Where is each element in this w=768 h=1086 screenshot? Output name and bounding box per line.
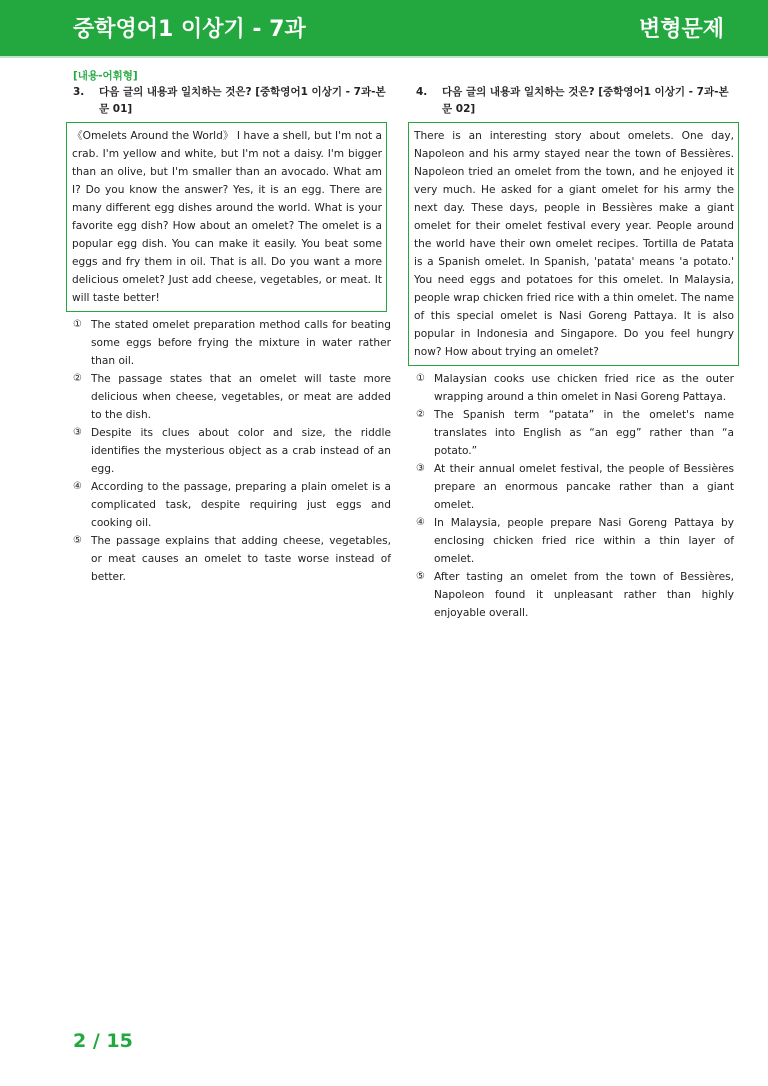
question-header xyxy=(416,84,734,118)
option-4[interactable] xyxy=(73,478,391,532)
passage-box: There is an interesting story about omelets. One day, Napoleon and his army stayed near the town of Bessières. Napoleon tried an omelet from the town, and he enjoyed it very much. He asked for a giant omelet for his army the next day. These days, people in Bessières make a giant omelet for their omelet festival every year. People around the world have their own omelet recipes. Tortilla de Patata is a Spanish omelet. In Spanish, 'patata' means 'a potato.' You need eggs and potatoes for this omelet. In Malaysia, people wrap chicken fried rice with a thin omelet. The name of this special omelet is Nasi Goreng Pattaya. It is also popular in Indonesia and Singapore. Do you feel hungry now? How about trying an omelet? xyxy=(408,122,739,366)
option-text: The passage explains that adding cheese, vegetables, or meat causes an omelet to taste worse instead of better. xyxy=(91,535,391,583)
option-text: Despite its clues about color and size, the riddle identifies the mysterious object as a crab instead of an egg. xyxy=(91,427,391,475)
option-marker: ⑤ xyxy=(416,571,425,582)
question-prompt: 다음 글의 내용과 일치하는 것은? [중학영어1 이상기 - 7과-본문 02] xyxy=(442,86,729,115)
option-text: After tasting an omelet from the town of Bessières, Napoleon found it unpleasant rather than highly enjoyable overall. xyxy=(434,571,734,619)
page-number: 2 / 15 xyxy=(73,1030,133,1052)
option-text: According to the passage, preparing a plain omelet is a complicated task, despite requiring just eggs and cooking oil. xyxy=(91,481,391,529)
options-list xyxy=(416,370,734,622)
option-marker: ② xyxy=(73,373,82,384)
option-4[interactable] xyxy=(416,514,734,568)
header-category: 변형문제 xyxy=(638,17,724,42)
question-number: 4. xyxy=(416,86,428,98)
option-marker: ④ xyxy=(416,517,425,528)
option-1[interactable] xyxy=(416,370,734,406)
section-tag: [내용-어휘형] xyxy=(73,70,138,82)
option-5[interactable] xyxy=(416,568,734,622)
option-marker: ⑤ xyxy=(73,535,82,546)
passage-box: 《Omelets Around the World》 I have a shell, but I'm not a crab. I'm yellow and white, but I'm not a daisy. I'm bigger than an olive, but I'm smaller than an avocado. What am I? Do you know the answer? Yes, it is an egg. There are many different egg dishes around the world. What is your favorite egg dish? How about an omelet? The omelet is a popular egg dish. You can make it easily. You beat some eggs and fry them in oil. That is all. Do you want a more delicious omelet? Just add cheese, vegetables, or meat. It will taste better! xyxy=(66,122,387,312)
option-text: The stated omelet preparation method calls for beating some eggs before frying the mixture in water rather than oil. xyxy=(91,319,391,367)
header-title: 중학영어1 이상기 - 7과 xyxy=(73,17,306,42)
question-header xyxy=(73,84,391,118)
option-marker: ③ xyxy=(73,427,82,438)
option-marker: ① xyxy=(416,373,425,384)
option-text: The Spanish term “patata” in the omelet's name translates into English as “an egg” rather than “a potato.” xyxy=(434,409,734,457)
option-marker: ③ xyxy=(416,463,425,474)
question-3 xyxy=(73,84,391,586)
option-2[interactable] xyxy=(416,406,734,460)
option-text: The passage states that an omelet will taste more delicious when cheese, vegetables, or meat are added to the dish. xyxy=(91,373,391,421)
option-3[interactable] xyxy=(73,424,391,478)
options-list xyxy=(73,316,391,586)
option-text: At their annual omelet festival, the people of Bessières prepare an enormous pancake rather than a giant omelet. xyxy=(434,463,734,511)
option-text: In Malaysia, people prepare Nasi Goreng Pattaya by enclosing chicken fried rice within a thin layer of omelet. xyxy=(434,517,734,565)
option-marker: ② xyxy=(416,409,425,420)
option-1[interactable] xyxy=(73,316,391,370)
option-marker: ④ xyxy=(73,481,82,492)
option-text: Malaysian cooks use chicken fried rice as the outer wrapping around a thin omelet in Nasi Goreng Pattaya. xyxy=(434,373,734,403)
option-2[interactable] xyxy=(73,370,391,424)
option-marker: ① xyxy=(73,319,82,330)
page-header xyxy=(0,0,768,58)
question-number: 3. xyxy=(73,86,85,98)
question-4 xyxy=(416,84,734,622)
question-prompt: 다음 글의 내용과 일치하는 것은? [중학영어1 이상기 - 7과-본문 01] xyxy=(99,86,386,115)
option-3[interactable] xyxy=(416,460,734,514)
option-5[interactable] xyxy=(73,532,391,586)
